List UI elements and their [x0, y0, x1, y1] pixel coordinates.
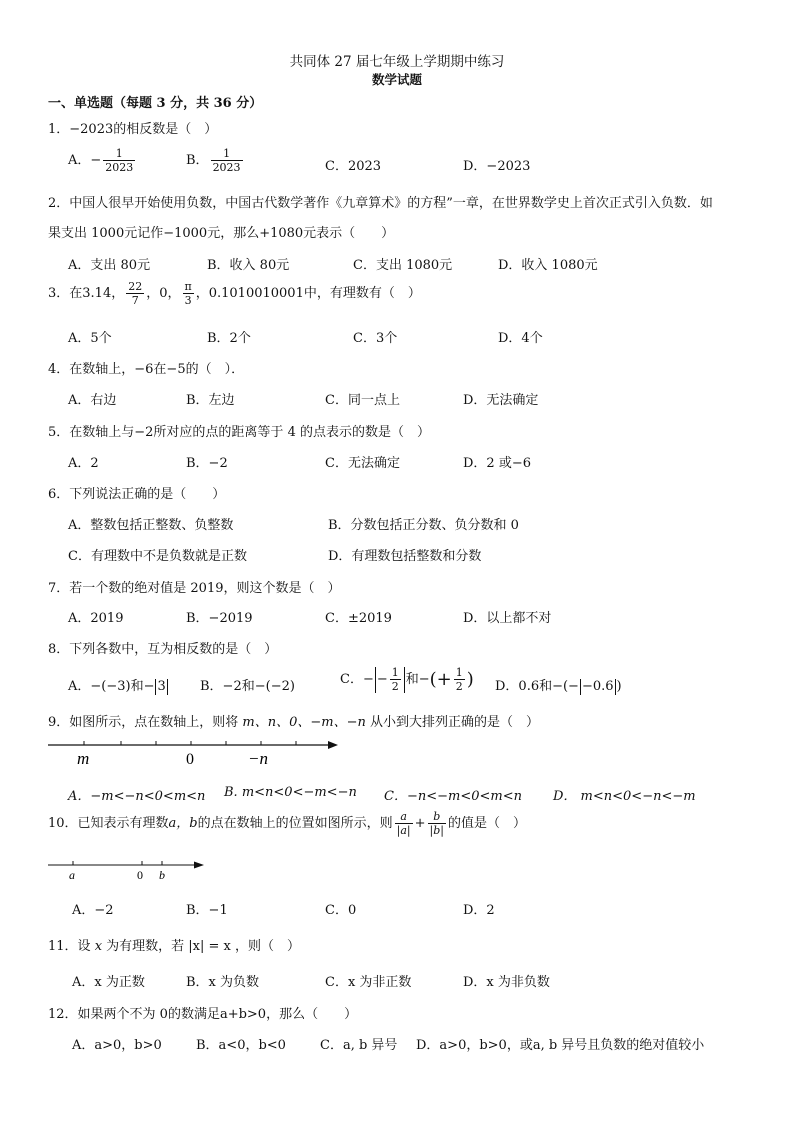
question-12-option-b: B．a<0，b<0 — [196, 1038, 286, 1053]
abs-bar — [615, 679, 616, 695]
question-2-option-c: C．支出 1080元 — [353, 258, 453, 273]
numerator: 1 — [211, 147, 243, 161]
question-3-option-d: D．4个 — [498, 331, 543, 346]
denominator: 2023 — [212, 161, 241, 174]
question-9-option-b: B. m<n<0<−m<−n — [224, 785, 357, 800]
question-8-option-a — [68, 675, 169, 695]
question-2-option-a: A．支出 80元 — [68, 258, 151, 273]
fraction — [183, 280, 194, 307]
option-text: A．− — [68, 153, 102, 168]
question-7-option-d: D．以上都不对 — [463, 611, 552, 626]
question-2-line-1: 2．中国人很早开始使用负数，中国古代数学著作《九章算术》的方程”一章，在世界数学史上首次正式引入负数．如 — [48, 196, 713, 211]
option-text: ) — [466, 669, 474, 690]
question-4-stem: 4．在数轴上，−6在−5的（ ）． — [48, 362, 245, 377]
option-text: A．−(−3)和− — [68, 679, 155, 694]
fraction — [103, 147, 135, 174]
denominator: 7 — [131, 294, 139, 307]
fraction — [390, 666, 401, 693]
question-9-stem — [48, 711, 539, 730]
question-5-stem: 5．在数轴上与−2所对应的点的距离等于 4 的点表示的数是（ ） — [48, 425, 430, 440]
fraction — [211, 147, 243, 174]
question-5-option-b: B．−2 — [186, 456, 228, 471]
axis-arrow — [194, 862, 204, 869]
denominator: 2 — [391, 680, 399, 693]
question-10-option-a: A．−2 — [72, 903, 114, 918]
stem-text: 为有理数，若 |x| = x ，则（ ） — [102, 939, 301, 954]
stem-text: 11．设 — [48, 939, 95, 954]
fraction — [395, 810, 413, 837]
axis-arrow — [328, 741, 338, 749]
question-1-option-d: D．−2023 — [463, 159, 531, 174]
numerator: π — [184, 280, 192, 293]
question-10-option-c: C．0 — [325, 903, 357, 918]
option-text: (+ — [429, 669, 452, 690]
stem-text: ，0， — [146, 286, 181, 301]
stem-text: ，0.1010010001中，有理数有（ ） — [195, 286, 421, 301]
stem-text: 的点在数轴上的位置如图所示，则 — [197, 816, 393, 831]
question-7-stem: 7．若一个数的绝对值是 2019，则这个数是（ ） — [48, 581, 341, 596]
denominator: |a| — [396, 824, 411, 837]
axis-ticks — [73, 861, 162, 865]
question-4-option-d: D．无法确定 — [463, 393, 539, 408]
option-text: 3 — [157, 679, 166, 694]
axis-label-zero: 0 — [137, 868, 143, 882]
numerator: a — [395, 810, 413, 824]
question-2-line-2: 果支出 1000元记作−1000元，那么+1080元表示（ ） — [48, 226, 395, 241]
question-1-option-c: C．2023 — [325, 159, 382, 174]
stem-var: x — [94, 939, 103, 954]
question-4-option-a: A．右边 — [68, 393, 117, 408]
denominator: 2023 — [105, 161, 134, 174]
question-6-option-a: A．整数包括正整数、负整数 — [68, 518, 234, 533]
stem-vars: m、n、0、−m、−n — [242, 715, 366, 730]
question-7-option-c: C．±2019 — [325, 611, 392, 626]
option-text: D．0.6和−(− — [495, 679, 579, 694]
number-line-q9 — [44, 734, 344, 768]
option-text: ) — [616, 679, 622, 694]
question-5-option-d: D．2 或−6 — [463, 456, 531, 471]
abs-bar — [375, 667, 376, 693]
option-text: −0.6 — [581, 679, 614, 694]
question-9-option-d: D． m<n<0<−n<−m — [553, 789, 696, 804]
question-6-option-d: D．有理数包括整数和分数 — [328, 549, 482, 564]
abs-bar — [580, 679, 581, 695]
question-2-option-b: B．收入 80元 — [207, 258, 290, 273]
question-4-option-c: C．同一点上 — [325, 393, 400, 408]
fraction — [428, 810, 446, 837]
page-subtitle: 数学试题 — [371, 72, 422, 87]
denominator: 3 — [184, 294, 192, 307]
denominator: 2 — [455, 680, 463, 693]
question-8-stem: 8．下列各数中，互为相反数的是（ ） — [48, 642, 278, 657]
question-12-stem: 12．如果两个不为 0的数满足a+b>0，那么（ ） — [48, 1007, 358, 1022]
numerator: 1 — [391, 666, 399, 679]
question-10-option-d: D．2 — [463, 903, 495, 918]
question-9-option-c: C．−n<−m<0<m<n — [384, 789, 522, 804]
stem-text: 10．已知表示有理数 — [48, 816, 169, 831]
axis-label-b: b — [159, 868, 165, 882]
question-12-option-d: D．a>0，b>0，或a, b 异号且负数的绝对值较小 — [416, 1038, 705, 1053]
option-text: C．− — [340, 672, 374, 687]
question-5-option-a: A．2 — [68, 456, 99, 471]
question-4-option-b: B．左边 — [186, 393, 235, 408]
axis-label-m: m — [77, 749, 90, 768]
denominator: |b| — [429, 824, 444, 837]
question-11-option-a: A．x 为正数 — [72, 975, 145, 990]
question-8-option-b — [200, 675, 295, 694]
question-7-option-b: B．−2019 — [186, 611, 253, 626]
question-11-option-b: B．x 为负数 — [186, 975, 260, 990]
question-1-stem: 1．−2023的相反数是（ ） — [48, 122, 218, 137]
numerator: 1 — [455, 666, 463, 679]
abs-bar — [404, 667, 405, 693]
plus-sign: + — [414, 816, 426, 831]
option-text: (−2) — [265, 679, 295, 694]
stem-text: 9．如图所示，点在数轴上，则将 — [48, 715, 243, 730]
option-text: 和− — [405, 672, 430, 687]
option-text: B． — [186, 153, 209, 168]
question-3-option-b: B．2个 — [207, 331, 251, 346]
axis-label-neg-n: −n — [248, 749, 268, 768]
section-heading: 一、单选题（每题 3 分，共 36 分） — [48, 96, 263, 111]
axis-label-zero: 0 — [186, 751, 194, 768]
question-2-option-d: D．收入 1080元 — [498, 258, 598, 273]
fraction — [454, 666, 465, 693]
stem-text: 3．在3.14， — [48, 286, 125, 301]
question-8-option-c: C．− − $\frac{1}{2}$ 和−(+ $\frac{1}{2}$ ) — [340, 666, 474, 693]
question-7-option-a: A．2019 — [68, 611, 124, 626]
question-10-option-b: B．−1 — [186, 903, 228, 918]
question-10-stem — [48, 810, 526, 837]
question-1-option-a — [68, 147, 137, 174]
question-11-option-c: C．x 为非正数 — [325, 975, 412, 990]
question-6-option-b: B．分数包括正分数、负分数和 0 — [328, 518, 519, 533]
number-line-q10 — [46, 856, 211, 884]
stem-text: 的值是（ ） — [448, 816, 527, 831]
question-12-option-a: A．a>0，b>0 — [72, 1038, 162, 1053]
stem-text: 从小到大排列正确的是（ ） — [365, 715, 540, 730]
question-8-option-d — [495, 675, 622, 695]
page-title: 共同体 27 届七年级上学期期中练习 — [289, 54, 505, 70]
question-5-option-c: C．无法确定 — [325, 456, 400, 471]
abs-bar — [167, 679, 168, 695]
stem-vars: a，b — [168, 816, 198, 831]
numerator: 22 — [128, 280, 143, 293]
question-9-option-a: A．−m<−n<0<m<n — [68, 789, 206, 804]
question-6-option-c: C．有理数中不是负数就是正数 — [68, 549, 247, 564]
question-1-option-b — [186, 147, 245, 174]
numerator: b — [428, 810, 446, 824]
option-text: B．−2和− — [200, 679, 266, 694]
question-12-option-c: C．a, b 异号 — [320, 1038, 398, 1053]
fraction — [126, 280, 144, 307]
question-3-stem — [48, 280, 421, 307]
axis-label-a: a — [69, 868, 75, 882]
question-3-option-a: A．5个 — [68, 331, 112, 346]
question-6-stem: 6．下列说法正确的是（ ） — [48, 487, 226, 502]
question-3-option-c: C．3个 — [353, 331, 398, 346]
numerator: 1 — [103, 147, 135, 161]
question-11-option-d: D．x 为非负数 — [463, 975, 550, 990]
question-11-stem — [48, 935, 300, 954]
